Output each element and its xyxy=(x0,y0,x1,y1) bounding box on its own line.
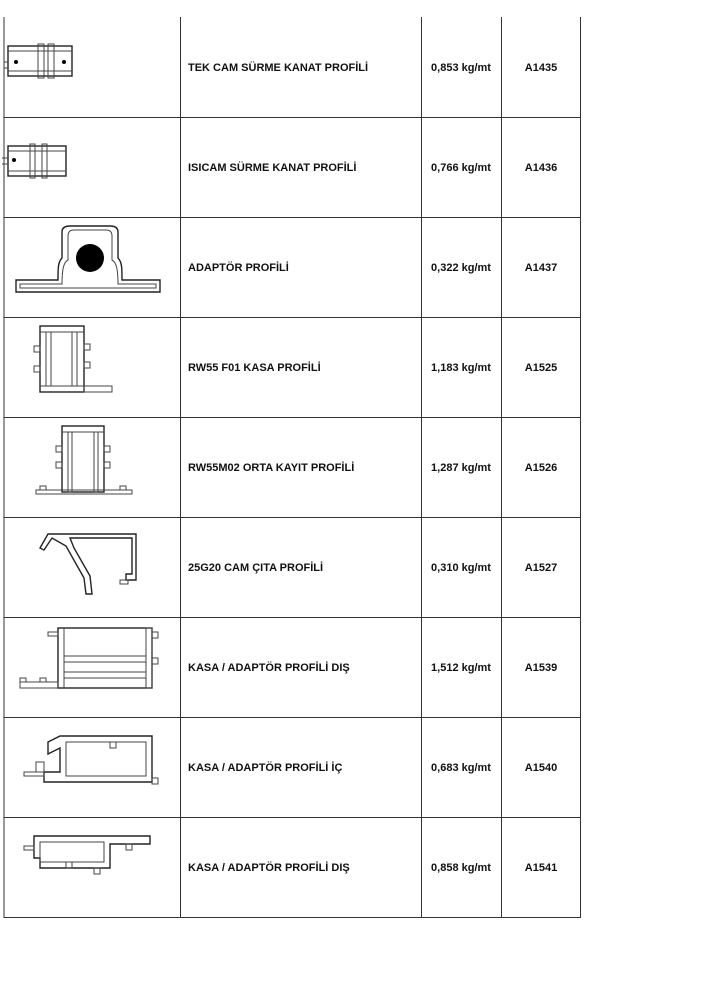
sliding-sash-insulated-glass-icon xyxy=(0,118,180,218)
profile-drawing-cell xyxy=(0,618,180,718)
profile-weight: 1,287 kg/mt xyxy=(431,462,491,474)
profile-drawing-cell xyxy=(0,518,180,618)
profile-drawing-cell xyxy=(0,18,180,118)
frame-profile-icon xyxy=(0,318,180,418)
profile-code: A1436 xyxy=(524,162,558,174)
frame-adaptor-outer-small-icon xyxy=(0,818,180,918)
mullion-profile-icon xyxy=(0,418,180,518)
profile-code: A1541 xyxy=(524,862,558,874)
glazing-bead-icon xyxy=(0,518,180,618)
profile-drawing-cell xyxy=(0,418,180,518)
adaptor-profile-icon xyxy=(0,218,180,318)
frame-adaptor-inner-icon xyxy=(0,718,180,818)
profile-code: A1525 xyxy=(524,362,558,374)
profile-name: RW55M02 ORTA KAYIT PROFİLİ xyxy=(188,462,355,474)
profile-name: KASA / ADAPTÖR PROFİLİ DIŞ xyxy=(188,862,350,874)
table-row xyxy=(0,318,707,418)
profile-code: A1527 xyxy=(524,562,558,574)
profile-name: ISICAM SÜRME KANAT PROFİLİ xyxy=(188,162,357,174)
profile-weight: 0,766 kg/mt xyxy=(431,162,491,174)
profile-weight: 0,322 kg/mt xyxy=(431,262,491,274)
profile-weight: 0,310 kg/mt xyxy=(431,562,491,574)
table-row xyxy=(0,518,707,618)
profile-name: ADAPTÖR PROFİLİ xyxy=(188,262,289,274)
table-row xyxy=(0,718,707,818)
table-row xyxy=(0,18,707,118)
profile-name: 25G20 CAM ÇITA PROFİLİ xyxy=(188,562,324,574)
profile-drawing-cell xyxy=(0,218,180,318)
profile-weight: 1,183 kg/mt xyxy=(431,362,491,374)
profile-code: A1526 xyxy=(524,462,558,474)
profile-name: KASA / ADAPTÖR PROFİLİ DIŞ xyxy=(188,662,350,674)
profile-code: A1437 xyxy=(524,262,558,274)
profile-code: A1540 xyxy=(524,762,558,774)
profile-code: A1435 xyxy=(524,62,558,74)
frame-adaptor-outer-icon xyxy=(0,618,180,718)
table-row xyxy=(0,818,707,918)
profile-weight: 1,512 kg/mt xyxy=(431,662,491,674)
table-row xyxy=(0,418,707,518)
profile-drawing-cell xyxy=(0,818,180,918)
profile-name: KASA / ADAPTÖR PROFİLİ İÇ xyxy=(188,762,343,774)
profile-code: A1539 xyxy=(524,662,558,674)
profile-weight: 0,683 kg/mt xyxy=(431,762,491,774)
profile-name: RW55 F01 KASA PROFİLİ xyxy=(188,362,321,374)
profile-name: TEK CAM SÜRME KANAT PROFİLİ xyxy=(188,62,369,74)
sliding-sash-single-glass-icon xyxy=(0,18,180,118)
table-row xyxy=(0,218,707,318)
table-row xyxy=(0,618,707,718)
profile-drawing-cell xyxy=(0,318,180,418)
profile-drawing-cell xyxy=(0,118,180,218)
profile-weight: 0,853 kg/mt xyxy=(431,62,491,74)
profile-drawing-cell xyxy=(0,718,180,818)
profile-weight: 0,858 kg/mt xyxy=(431,862,491,874)
table-row xyxy=(0,118,707,218)
